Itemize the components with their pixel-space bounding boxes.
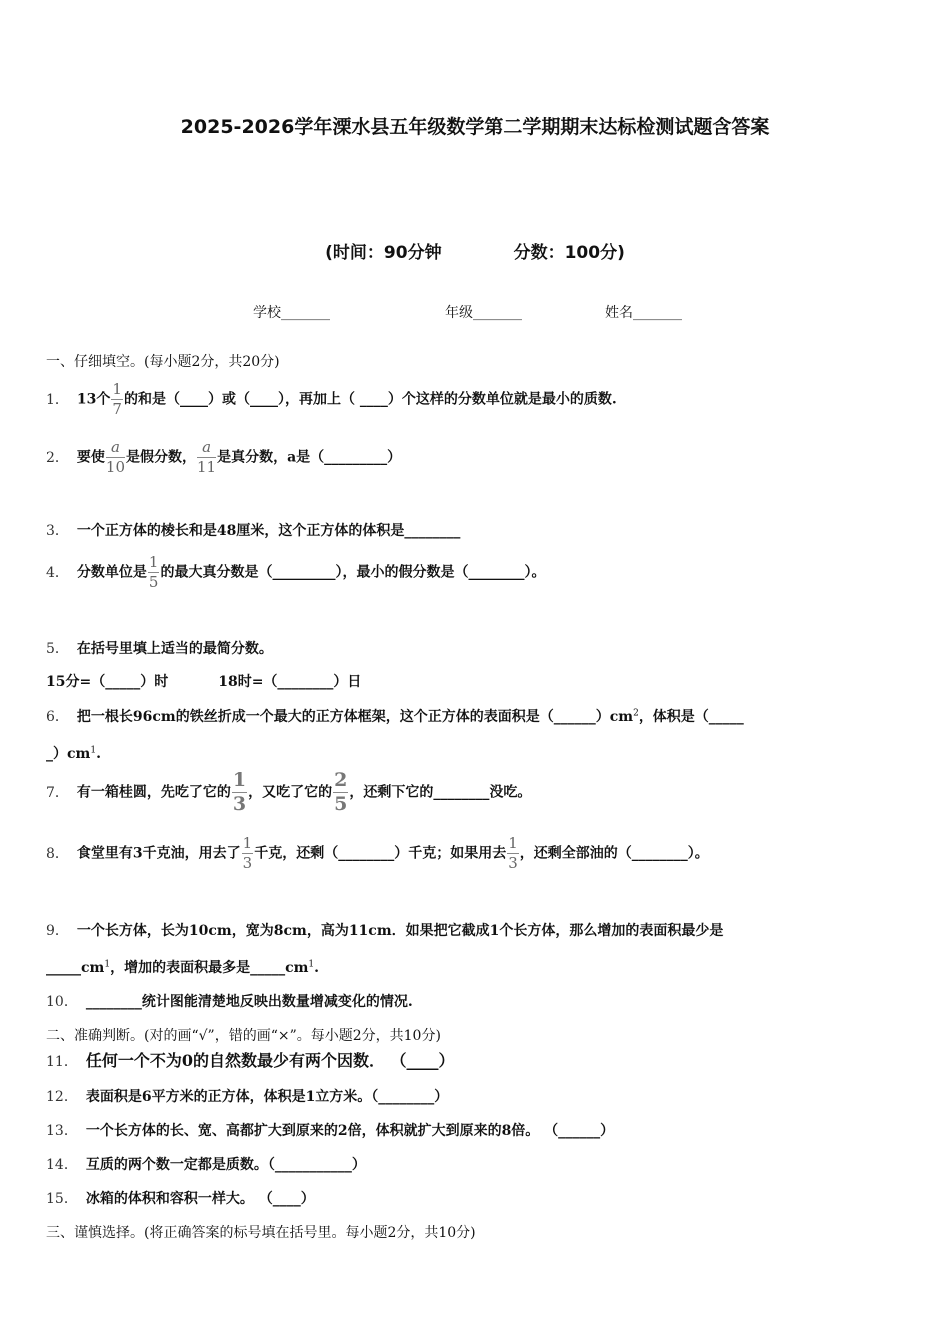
grade-field[interactable]: 年级_______ xyxy=(445,305,522,321)
question-number: 10． xyxy=(46,994,78,1010)
question-3 xyxy=(46,520,460,540)
fraction: $\frac{1}{7}$ xyxy=(112,380,122,418)
question-text: 千克，还剩（________）千克；如果用去 xyxy=(254,845,507,862)
time-info: (时间：90分钟 xyxy=(325,243,442,263)
question-text: _）cm xyxy=(46,746,91,762)
question-8 xyxy=(46,836,709,871)
question-text: ，又吃了它的 xyxy=(248,784,333,801)
question-text: 一个正方体的棱长和是48厘米，这个正方体的体积是________ xyxy=(76,523,461,539)
question-text: 有一箱桂圆，先吃了它的 xyxy=(76,784,231,801)
question-text: 互质的两个数一定都是质数。（___________） xyxy=(85,1157,366,1173)
question-2 xyxy=(46,440,401,475)
question-12 xyxy=(46,1086,448,1106)
question-5 xyxy=(46,638,273,658)
question-number: 14． xyxy=(46,1157,78,1173)
question-text: 冰箱的体积和容积一样大。 （____） xyxy=(85,1191,315,1207)
section-1-heading: 一、仔细填空。(每小题2分，共20分) xyxy=(46,354,280,370)
fraction: $\frac{a}{10}$ xyxy=(105,438,126,476)
superscript: 2 xyxy=(633,708,639,719)
question-number: 6． xyxy=(46,709,69,725)
question-11 xyxy=(46,1048,455,1071)
question-text: 分数单位是 xyxy=(76,564,147,581)
question-text: ，增加的表面积最多是_____cm xyxy=(110,960,309,976)
school-field[interactable]: 学校_______ xyxy=(253,305,330,321)
fraction: $\frac{a}{11}$ xyxy=(197,438,217,476)
question-1 xyxy=(46,382,617,417)
question-13 xyxy=(46,1120,614,1140)
question-text: 食堂里有3千克油，用去了 xyxy=(76,845,241,862)
question-number: 8． xyxy=(46,845,69,862)
question-6 xyxy=(46,706,744,726)
question-15 xyxy=(46,1188,315,1208)
fraction: $\frac{1}{5}$ xyxy=(148,553,159,591)
question-4 xyxy=(46,555,545,590)
question-10 xyxy=(46,991,413,1011)
subitem-hours: 18时=（________）日 xyxy=(218,674,362,690)
question-text: 在括号里填上适当的最简分数。 xyxy=(76,641,273,657)
question-9-continued xyxy=(46,957,319,977)
fraction: $\frac{2}{5}$ xyxy=(334,769,348,815)
fraction: $\frac{1}{3}$ xyxy=(508,834,518,872)
question-text: 是假分数， xyxy=(126,449,197,466)
question-text: 13个 xyxy=(76,391,111,408)
fraction: $\frac{1}{3}$ xyxy=(232,769,247,815)
superscript: 1 xyxy=(90,745,97,756)
question-number: 13． xyxy=(46,1123,78,1139)
question-7 xyxy=(46,771,531,814)
question-number: 2． xyxy=(46,449,69,466)
question-number: 15． xyxy=(46,1191,78,1207)
exam-meta xyxy=(0,238,950,263)
fraction: $\frac{1}{3}$ xyxy=(242,834,253,872)
exam-title: 2025-2026学年溧水县五年级数学第二学期期末达标检测试题含答案 xyxy=(180,116,770,138)
question-number: 9． xyxy=(46,923,69,939)
question-number: 5． xyxy=(46,641,69,657)
question-text: 一个长方体，长为10cm，宽为8cm，高为11cm．如果把它截成1个长方体，那么增加的表面积最少是 xyxy=(76,923,724,939)
question-text: . xyxy=(314,960,320,976)
subitem-minutes: 15分=（_____）时 xyxy=(46,674,169,690)
question-text: ，还剩下它的________没吃。 xyxy=(349,784,532,801)
superscript: 1 xyxy=(308,959,315,970)
question-text: 是真分数，a是（_________） xyxy=(217,449,402,466)
question-text: . xyxy=(96,746,101,762)
question-text: 要使 xyxy=(76,449,105,466)
question-number: 4． xyxy=(46,564,69,581)
question-number: 11． xyxy=(46,1054,78,1070)
score-info: 分数：100分) xyxy=(513,243,625,263)
question-text: ，还剩全部油的（________）。 xyxy=(519,845,709,862)
question-text: 任何一个不为0的自然数最少有两个因数． （____） xyxy=(85,1051,455,1070)
question-9 xyxy=(46,920,723,940)
question-number: 7． xyxy=(46,784,69,801)
question-text: ，体积是（_____ xyxy=(638,709,744,725)
question-5-subitems xyxy=(46,671,361,691)
question-text: 一个长方体的长、宽、高都扩大到原来的2倍，体积就扩大到原来的8倍。 （______） xyxy=(85,1123,615,1139)
question-text: 表面积是6平方米的正方体，体积是1立方米。（________） xyxy=(85,1089,449,1105)
question-text: ________统计图能清楚地反映出数量增减变化的情况. xyxy=(85,994,413,1010)
question-text: 的和是（____）或（____），再加上（ ____）个这样的分数单位就是最小的质数. xyxy=(123,391,617,408)
question-text: 把一根长96cm的铁丝折成一个最大的正方体框架，这个正方体的表面积是（______）cm xyxy=(76,709,634,725)
section-2-heading: 二、准确判断。(对的画“√”，错的画“×”。每小题2分，共10分) xyxy=(46,1028,441,1044)
question-number: 3． xyxy=(46,523,69,539)
superscript: 1 xyxy=(104,959,111,970)
question-number: 12． xyxy=(46,1089,78,1105)
name-field[interactable]: 姓名_______ xyxy=(605,305,682,321)
question-14 xyxy=(46,1154,366,1174)
question-text: 的最大真分数是（_________），最小的假分数是（________）。 xyxy=(160,564,546,581)
question-6-continued xyxy=(46,743,101,763)
section-3-heading: 三、谨慎选择。(将正确答案的标号填在括号里。每小题2分，共10分) xyxy=(46,1225,476,1241)
question-number: 1． xyxy=(46,391,69,408)
question-text: _____cm xyxy=(46,960,105,976)
